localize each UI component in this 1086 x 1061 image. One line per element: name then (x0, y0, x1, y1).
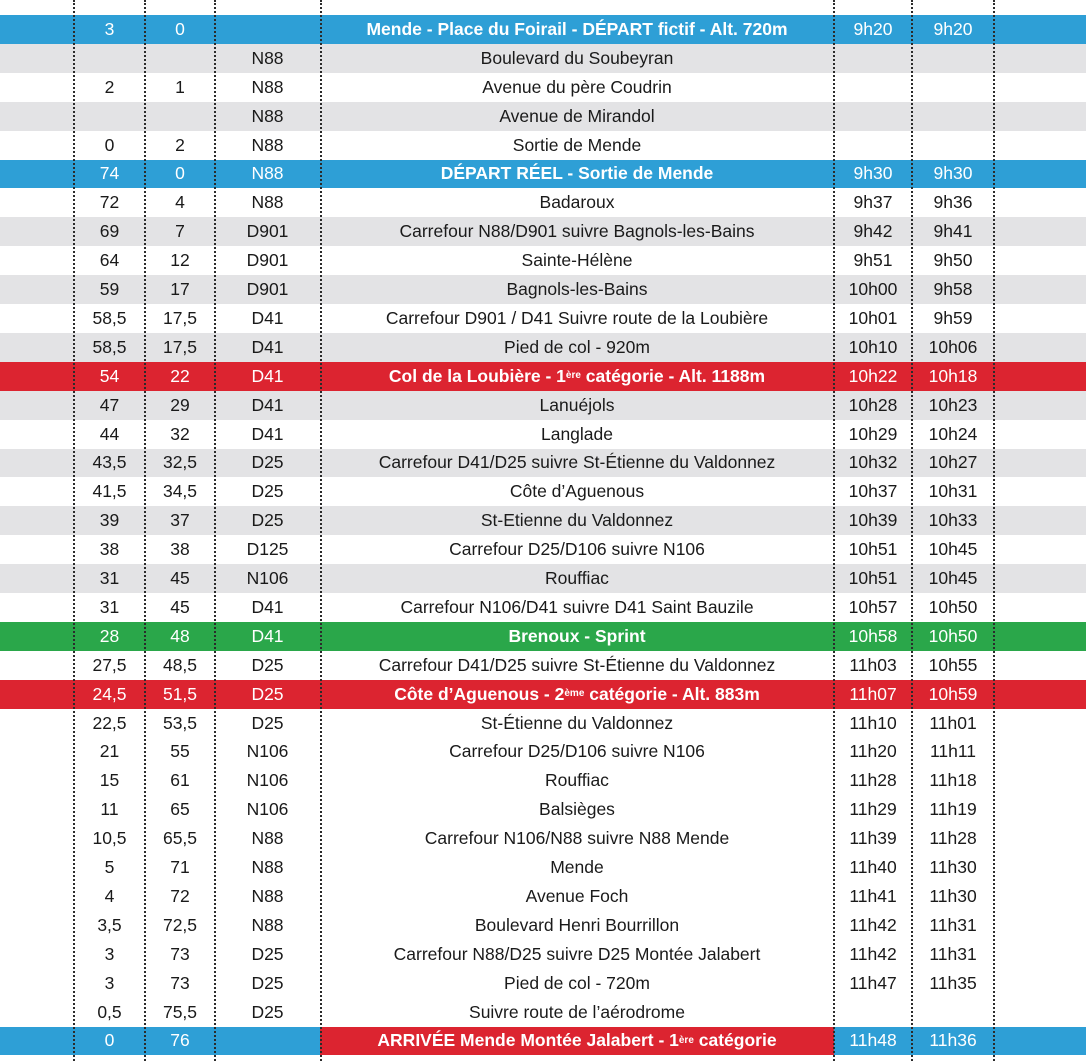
road-cell: N88 (251, 76, 284, 97)
road-cell: N88 (251, 828, 284, 849)
time-fast-cell: 9h51 (853, 250, 893, 271)
table-row (0, 188, 1086, 217)
time-slow-cell: 10h33 (928, 510, 978, 531)
road-cell: D41 (251, 394, 284, 415)
km-done-cell: 22 (170, 365, 190, 386)
table-row (0, 506, 1086, 535)
time-fast-cell: 11h48 (849, 1030, 897, 1051)
km-to-go-cell: 72 (99, 192, 120, 213)
time-slow-cell: 10h23 (928, 394, 978, 415)
table-row (0, 651, 1086, 680)
time-slow-cell: 11h30 (929, 857, 977, 878)
place-text-after: catégorie - Alt. 883m (584, 683, 760, 704)
time-slow-cell: 9h50 (933, 250, 973, 271)
road-cell (215, 1027, 320, 1056)
time-slow-cell: 11h35 (929, 972, 977, 993)
place-cell: Bagnols-les-Bains (506, 279, 648, 300)
km-to-go-cell: 69 (99, 221, 120, 242)
table-row (0, 969, 1086, 998)
km-to-go-cell: 3 (104, 18, 115, 39)
time-slow-cell (912, 131, 994, 160)
time-slow-cell: 11h36 (929, 1030, 977, 1051)
time-fast-cell: 10h39 (848, 510, 898, 531)
place-cell: Rouffiac (545, 568, 609, 589)
time-fast-cell: 11h39 (849, 828, 897, 849)
km-done-cell (145, 44, 215, 73)
km-done-cell: 51,5 (162, 683, 198, 704)
table-row (0, 622, 1086, 651)
km-to-go-cell: 31 (99, 568, 120, 589)
place-cell: Balsièges (539, 799, 615, 820)
road-cell: D25 (251, 654, 284, 675)
time-fast-cell: 11h03 (849, 654, 897, 675)
time-fast-cell: 10h22 (848, 365, 898, 386)
time-fast-cell: 10h37 (848, 481, 898, 502)
place-cell: Carrefour D25/D106 suivre N106 (449, 539, 705, 560)
road-cell: N88 (251, 105, 284, 126)
place-text: Col de la Loubière - 1 (388, 365, 566, 386)
road-cell: N106 (246, 741, 289, 762)
time-fast-cell: 11h42 (849, 914, 897, 935)
place-cell: Avenue Foch (525, 885, 629, 906)
road-cell: D125 (246, 539, 289, 560)
km-done-cell: 38 (170, 539, 190, 560)
table-row (0, 44, 1086, 73)
road-cell: D25 (251, 452, 284, 473)
km-to-go-cell: 28 (99, 625, 120, 646)
table-row (0, 911, 1086, 940)
place-cell: Côte d’Aguenous - 2 ème catégorie - Alt. 883m (394, 683, 760, 704)
time-fast-cell (834, 102, 912, 131)
place-cell: Brenoux - Sprint (508, 625, 646, 646)
km-to-go-cell: 31 (99, 596, 120, 617)
time-fast-cell: 11h41 (849, 885, 897, 906)
km-to-go-cell: 47 (99, 394, 120, 415)
km-to-go-cell: 59 (99, 279, 120, 300)
time-fast-cell: 11h40 (849, 857, 897, 878)
time-fast-cell: 9h37 (853, 192, 893, 213)
time-fast-cell: 9h42 (853, 221, 893, 242)
km-done-cell: 72,5 (162, 914, 198, 935)
table-row (0, 275, 1086, 304)
road-cell: D25 (251, 712, 284, 733)
km-done-cell: 2 (175, 134, 185, 155)
km-to-go-cell: 21 (99, 741, 120, 762)
road-cell: D25 (251, 972, 284, 993)
km-to-go-cell: 41,5 (92, 481, 127, 502)
km-done-cell: 55 (170, 741, 190, 762)
km-to-go-cell: 0,5 (97, 1001, 122, 1022)
road-cell: D901 (246, 221, 289, 242)
road-cell: D41 (251, 336, 284, 357)
road-cell: N88 (251, 163, 284, 184)
time-slow-cell: 9h58 (933, 279, 973, 300)
road-cell: D25 (251, 943, 284, 964)
time-slow-cell (912, 102, 994, 131)
table-row (0, 853, 1086, 882)
time-slow-cell (912, 44, 994, 73)
table-row (0, 766, 1086, 795)
road-cell: N88 (251, 885, 284, 906)
km-to-go-cell: 0 (104, 1030, 115, 1051)
time-slow-cell: 9h30 (933, 163, 973, 184)
km-done-cell: 45 (170, 596, 190, 617)
table-row (0, 795, 1086, 824)
place-cell: St-Etienne du Valdonnez (480, 510, 674, 531)
place-cell: Mende (550, 857, 604, 878)
km-to-go-cell: 3 (104, 943, 115, 964)
km-to-go-cell: 22,5 (92, 712, 127, 733)
time-slow-cell: 11h18 (929, 770, 977, 791)
time-fast-cell: 11h10 (849, 712, 897, 733)
table-row (0, 131, 1086, 160)
place-cell: Pied de col - 720m (504, 972, 650, 993)
km-done-cell: 32 (170, 423, 190, 444)
km-done-cell: 17 (170, 279, 190, 300)
time-fast-cell: 10h10 (848, 336, 898, 357)
place-text-after: catégorie - Alt. 1188m (580, 365, 766, 386)
time-slow-cell: 11h19 (929, 799, 977, 820)
km-to-go-cell: 2 (104, 76, 115, 97)
place-cell: Sainte-Hélène (521, 250, 633, 271)
time-fast-cell: 10h29 (848, 423, 898, 444)
place-cell: Carrefour D25/D106 suivre N106 (449, 741, 705, 762)
road-cell (215, 15, 320, 44)
time-slow-cell: 10h45 (928, 568, 978, 589)
km-done-cell: 17,5 (162, 307, 198, 328)
km-done-cell: 53,5 (162, 712, 198, 733)
time-slow-cell: 10h50 (928, 596, 978, 617)
time-fast-cell: 10h00 (848, 279, 898, 300)
place-cell: St-Étienne du Valdonnez (480, 712, 674, 733)
km-done-cell: 73 (170, 943, 190, 964)
place-cell: Carrefour D41/D25 suivre St-Étienne du Valdonnez (378, 654, 776, 675)
km-done-cell: 73 (170, 972, 190, 993)
time-fast-cell (834, 73, 912, 102)
table-row (0, 593, 1086, 622)
km-to-go-cell: 24,5 (92, 683, 127, 704)
road-cell: N106 (246, 568, 289, 589)
time-fast-cell: 10h57 (848, 596, 898, 617)
place-cell: Pied de col - 920m (504, 336, 650, 357)
table-row (0, 882, 1086, 911)
km-to-go-cell: 39 (99, 510, 120, 531)
time-slow-cell: 11h30 (929, 885, 977, 906)
time-fast-cell (834, 131, 912, 160)
road-cell: N88 (251, 192, 284, 213)
place-cell: Lanuéjols (539, 394, 615, 415)
km-to-go-cell: 0 (104, 134, 115, 155)
time-fast-cell: 11h07 (849, 683, 897, 704)
road-cell: N88 (251, 134, 284, 155)
time-slow-cell (912, 73, 994, 102)
road-cell: D41 (251, 625, 284, 646)
place-cell: Carrefour D41/D25 suivre St-Étienne du Valdonnez (378, 452, 776, 473)
time-slow-cell: 11h31 (929, 943, 977, 964)
km-done-cell: 0 (175, 163, 185, 184)
road-cell: D41 (251, 365, 284, 386)
time-slow-cell: 10h50 (928, 625, 978, 646)
km-to-go-cell: 38 (99, 539, 120, 560)
table-row (0, 102, 1086, 131)
km-to-go-cell: 3,5 (97, 914, 122, 935)
km-done-cell: 71 (170, 857, 190, 878)
road-cell: N106 (246, 799, 289, 820)
km-done-cell: 7 (175, 221, 185, 242)
km-done-cell: 65 (170, 799, 190, 820)
km-done-cell: 32,5 (162, 452, 198, 473)
place-cell: Boulevard Henri Bourrillon (474, 914, 680, 935)
time-slow-cell (912, 998, 994, 1027)
km-done-cell: 48 (170, 625, 190, 646)
time-fast-cell: 10h28 (848, 394, 898, 415)
road-cell: D901 (246, 250, 289, 271)
place-text: ARRIVÉE Mende Montée Jalabert - 1 (377, 1030, 679, 1051)
table-row (0, 535, 1086, 564)
table-row (0, 160, 1086, 189)
table-row (0, 824, 1086, 853)
time-fast-cell (834, 998, 912, 1027)
time-slow-cell: 10h24 (928, 423, 978, 444)
table-row (0, 246, 1086, 275)
place-cell: DÉPART RÉEL - Sortie de Mende (440, 163, 714, 184)
km-done-cell: 76 (170, 1030, 190, 1051)
table-row (0, 333, 1086, 362)
km-to-go-cell: 58,5 (92, 307, 127, 328)
place-cell: Suivre route de l’aérodrome (469, 1001, 685, 1022)
km-to-go-cell: 43,5 (92, 452, 127, 473)
time-fast-cell: 9h30 (853, 163, 893, 184)
km-to-go-cell: 74 (99, 163, 120, 184)
time-fast-cell: 9h20 (853, 18, 893, 39)
road-cell: D25 (251, 1001, 284, 1022)
km-to-go-cell: 15 (99, 770, 120, 791)
place-cell: Carrefour D901 / D41 Suivre route de la Loubière (385, 307, 769, 328)
place-text: Côte d’Aguenous - 2 (394, 683, 565, 704)
place-cell: Avenue du père Coudrin (482, 76, 672, 97)
table-row (0, 391, 1086, 420)
km-done-cell: 72 (170, 885, 190, 906)
road-cell: D901 (246, 279, 289, 300)
time-fast-cell: 10h58 (848, 625, 898, 646)
km-to-go-cell: 44 (99, 423, 120, 444)
place-cell: Carrefour N106/N88 suivre N88 Mende (424, 828, 730, 849)
road-cell: D41 (251, 423, 284, 444)
time-fast-cell: 10h51 (848, 568, 898, 589)
time-fast-cell: 11h20 (849, 741, 897, 762)
place-text-after: catégorie (693, 1030, 777, 1051)
km-done-cell: 75,5 (162, 1001, 198, 1022)
time-fast-cell: 11h29 (849, 799, 897, 820)
place-cell: Col de la Loubière - 1 ère catégorie - Alt. 1188m (388, 365, 766, 386)
time-slow-cell: 10h59 (928, 683, 978, 704)
place-cell: Carrefour N106/D41 suivre D41 Saint Bauzile (400, 596, 754, 617)
table-row (0, 738, 1086, 767)
km-to-go-cell: 10,5 (92, 828, 127, 849)
time-slow-cell: 9h20 (933, 18, 973, 39)
table-row (0, 709, 1086, 738)
time-fast-cell: 10h51 (848, 539, 898, 560)
time-slow-cell: 10h31 (928, 481, 978, 502)
time-slow-cell: 9h41 (933, 221, 973, 242)
time-fast-cell (834, 44, 912, 73)
road-cell: D25 (251, 510, 284, 531)
time-fast-cell: 11h42 (849, 943, 897, 964)
km-done-cell (145, 102, 215, 131)
km-done-cell: 37 (170, 510, 190, 531)
time-slow-cell: 11h31 (929, 914, 977, 935)
km-to-go-cell: 64 (99, 250, 120, 271)
time-fast-cell: 10h32 (848, 452, 898, 473)
time-slow-cell: 10h18 (928, 365, 978, 386)
km-to-go-cell: 3 (104, 972, 115, 993)
table-row (0, 362, 1086, 391)
time-slow-cell: 11h11 (929, 741, 977, 762)
road-cell: N88 (251, 47, 284, 68)
km-done-cell: 29 (170, 394, 190, 415)
km-to-go-cell: 4 (104, 885, 115, 906)
km-done-cell: 45 (170, 568, 190, 589)
place-cell: Rouffiac (545, 770, 609, 791)
km-done-cell: 12 (170, 250, 190, 271)
table-row (0, 420, 1086, 449)
km-done-cell: 4 (175, 192, 185, 213)
km-to-go-cell: 5 (104, 857, 115, 878)
road-cell: D25 (251, 481, 284, 502)
km-done-cell: 1 (175, 76, 185, 97)
km-done-cell: 0 (175, 18, 185, 39)
place-cell: Carrefour N88/D901 suivre Bagnols-les-Bains (399, 221, 755, 242)
place-cell: Boulevard du Soubeyran (480, 47, 674, 68)
road-cell: D25 (251, 683, 284, 704)
place-cell: Langlade (540, 423, 614, 444)
road-cell: N88 (251, 857, 284, 878)
table-row (0, 1027, 1086, 1056)
km-to-go-cell: 27,5 (92, 654, 127, 675)
road-cell: N106 (246, 770, 289, 791)
time-fast-cell: 10h01 (848, 307, 898, 328)
km-done-cell: 34,5 (162, 481, 198, 502)
table-row (0, 940, 1086, 969)
place-cell: Sortie de Mende (512, 134, 642, 155)
km-done-cell: 65,5 (162, 828, 198, 849)
place-cell: Avenue de Mirandol (499, 105, 655, 126)
table-row (0, 217, 1086, 246)
km-done-cell: 61 (170, 770, 190, 791)
time-slow-cell: 11h28 (929, 828, 977, 849)
table-row (0, 15, 1086, 44)
time-slow-cell: 11h01 (929, 712, 977, 733)
table-row (0, 449, 1086, 478)
road-cell: D41 (251, 307, 284, 328)
time-slow-cell: 9h59 (933, 307, 973, 328)
km-to-go-cell (74, 44, 145, 73)
table-row (0, 477, 1086, 506)
km-done-cell: 17,5 (162, 336, 198, 357)
time-fast-cell: 11h47 (849, 972, 897, 993)
time-slow-cell: 10h45 (928, 539, 978, 560)
time-slow-cell: 10h55 (928, 654, 978, 675)
time-fast-cell: 11h28 (849, 770, 897, 791)
place-cell: ARRIVÉE Mende Montée Jalabert - 1 ère catégorie (320, 1027, 834, 1056)
table-row (0, 304, 1086, 333)
km-to-go-cell: 58,5 (92, 336, 127, 357)
time-slow-cell: 10h06 (928, 336, 978, 357)
place-cell: Côte d’Aguenous (509, 481, 645, 502)
km-to-go-cell: 11 (100, 799, 119, 820)
road-cell: N88 (251, 914, 284, 935)
table-row (0, 998, 1086, 1027)
time-slow-cell: 10h27 (928, 452, 978, 473)
place-cell: Badaroux (539, 192, 615, 213)
km-done-cell: 48,5 (162, 654, 198, 675)
table-row (0, 564, 1086, 593)
km-to-go-cell: 54 (99, 365, 120, 386)
road-cell: D41 (251, 596, 284, 617)
place-cell: Carrefour N88/D25 suivre D25 Montée Jalabert (393, 943, 761, 964)
table-row (0, 73, 1086, 102)
time-slow-cell: 9h36 (933, 192, 973, 213)
table-row (0, 680, 1086, 709)
km-to-go-cell (74, 102, 145, 131)
place-cell: Mende - Place du Foirail - DÉPART fictif - Alt. 720m (366, 18, 788, 39)
